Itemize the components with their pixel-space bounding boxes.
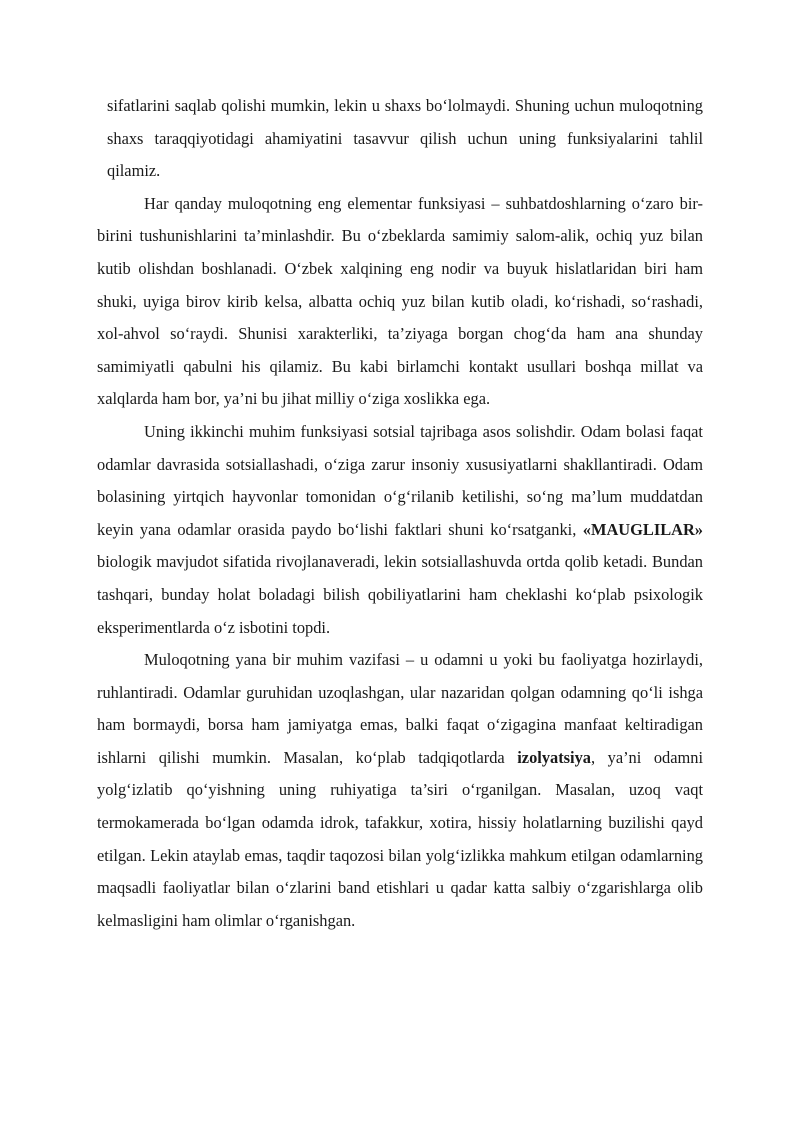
text-segment: , ya’ni odamni yolg‘izlatib qo‘yishning uning ruhiyatiga ta’siri o‘rganilgan. Masalan, uzoq vaqt termokamerada bo‘lgan odamda idrok, tafakkur, xotira, hissiy holatlarning buzilishi qayd etilgan. Lekin ataylab emas, taqdir taqozosi bilan yolg‘izlikka mahkum etilgan odamlarning maqsadli faoliyatlar bilan o‘zlarini band etishlari u qadar katta salbiy o‘zgarishlarga olib kelmasligini ham olimlar o‘rganishgan. [97, 747, 704, 930]
paragraph-communication-second-function [97, 416, 703, 644]
paragraph-communication-third-function [97, 644, 703, 937]
text-segment: sifatlarini saqlab qolishi mumkin, lekin u shaxs bo‘lolmaydi. Shuning uchun muloqotning shaxs taraqqiyotidagi ahamiyatini tasavvur qilish uchun uning funksiyalarini tahlil qilamiz. [107, 96, 703, 181]
text-segment: biologik mavjudot sifatida rivojlanaveradi, lekin sotsiallashuvda ortda qolib ketadi. Bundan tashqari, bunday holat boladagi bilish qobiliyatlarini ham cheklashi ko‘plab psixologik eksperimentlarda o‘z isbotini topdi. [97, 552, 703, 637]
text-segment: Muloqotning yana bir muhim vazifasi – u odamni u yoki bu faoliyatga hozirlaydi, ruhlantiradi. Odamlar guruhidan uzoqlashgan, ular nazaridan qolgan odamning qo‘li ishga ham bormaydi, borsa ham jamiyatga emas, balki faqat o‘zigagina manfaat keltiradigan ishlarni qilishi mumkin. Masalan, ko‘plab tadqiqotlarda [97, 650, 703, 767]
text-segment: Har qanday muloqotning eng elementar funksiyasi – suhbatdoshlarning o‘zaro bir-birini tushunishlarini ta’minlashdir. Bu o‘zbeklarda samimiy salom-alik, ochiq yuz bilan kutib olishdan boshlanadi. O‘zbek xalqining eng nodir va buyuk hislatlaridan biri ham shuki, uyiga birov kirib kelsa, albatta ochiq yuz bilan kutib oladi, ko‘rishadi, so‘rashadi, xol-ahvol so‘raydi. Shunisi xarakterliki, ta’ziyaga borgan chog‘da ham ana shunday samimiyatli qabulni his qilamiz. Bu kabi birlamchi kontakt usullari boshqa millat va xalqlarda ham bor, ya’ni bu jihat milliy o‘ziga xoslikka ega. [97, 193, 703, 409]
paragraph-communication-first-function [97, 188, 703, 416]
text-segment: Uning ikkinchi muhim funksiyasi sotsial tajribaga asos solishdir. Odam bolasi faqat odamlar davrasida sotsiallashadi, o‘ziga zarur insoniy xususiyatlarni shakllantiradi. Odam bolasining yirtqich hayvonlar tomonidan o‘g‘rilanib ketilishi, so‘ng ma’lum muddatdan keyin yana odamlar orasida paydo bo‘lishi faktlari shuni ko‘rsatganki, [97, 421, 703, 539]
paragraph-continuation [97, 90, 703, 188]
bold-term-mauglilar: «MAUGLILAR» [582, 519, 703, 539]
bold-term-izolyatsiya: izolyatsiya [517, 747, 591, 767]
